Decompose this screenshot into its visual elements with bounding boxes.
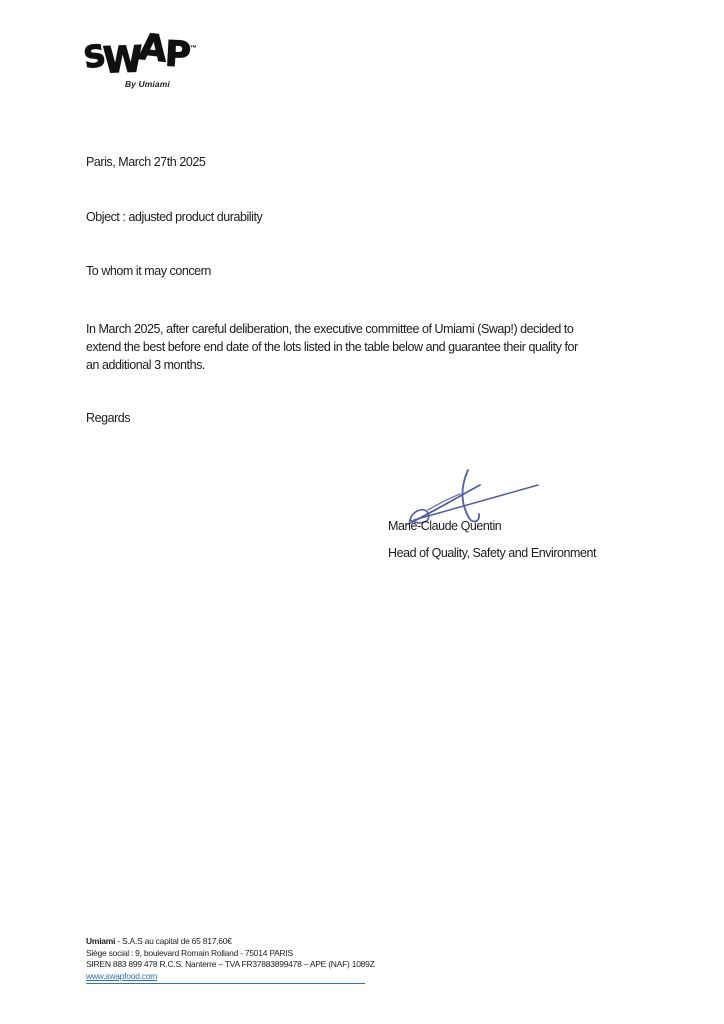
body-line: an additional 3 months. — [86, 358, 205, 372]
salutation: To whom it may concern — [86, 264, 211, 278]
body-line: extend the best before end date of the lots listed in the table below and guarantee their quality for — [86, 340, 578, 354]
logo-letter-w: W — [101, 39, 141, 82]
subject-line: Object : adjusted product durability — [86, 210, 263, 224]
logo-tagline: By Umiami — [125, 79, 170, 89]
footer-legal-block — [86, 936, 375, 984]
footer-line-siren: SIREN 883 899 478 R.C.S. Nanterre – TVA FR37883899478 – APE (NAF) 1089Z — [86, 959, 375, 969]
swap-logo — [81, 26, 197, 82]
trademark-symbol: ™ — [189, 45, 197, 52]
closing: Regards — [86, 411, 131, 425]
body-line: In March 2025, after careful deliberation, the executive committee of Umiami (Swap!) decided to — [86, 322, 574, 336]
signer-title: Head of Quality, Safety and Environment — [388, 546, 597, 560]
footer-capital-text: - S.A.S au capital de 65 817,60€ — [115, 936, 232, 946]
footer-link-row — [86, 971, 365, 985]
footer-line-capital — [86, 936, 375, 948]
date-line: Paris, March 27th 2025 — [86, 155, 206, 169]
logo-letter-s: S — [81, 38, 105, 77]
footer-line-address: Siège social : 9, boulevard Romain Rolland - 75014 PARIS — [86, 947, 293, 958]
footer-company-name: Umiami — [86, 936, 116, 946]
body-paragraph — [86, 320, 578, 374]
signer-name: Marie-Claude Quentin — [388, 519, 502, 533]
logo-letter-p: P — [164, 34, 189, 76]
logo-letter-a: A — [137, 26, 167, 71]
website-link[interactable]: www.swapfood.com — [86, 970, 158, 981]
